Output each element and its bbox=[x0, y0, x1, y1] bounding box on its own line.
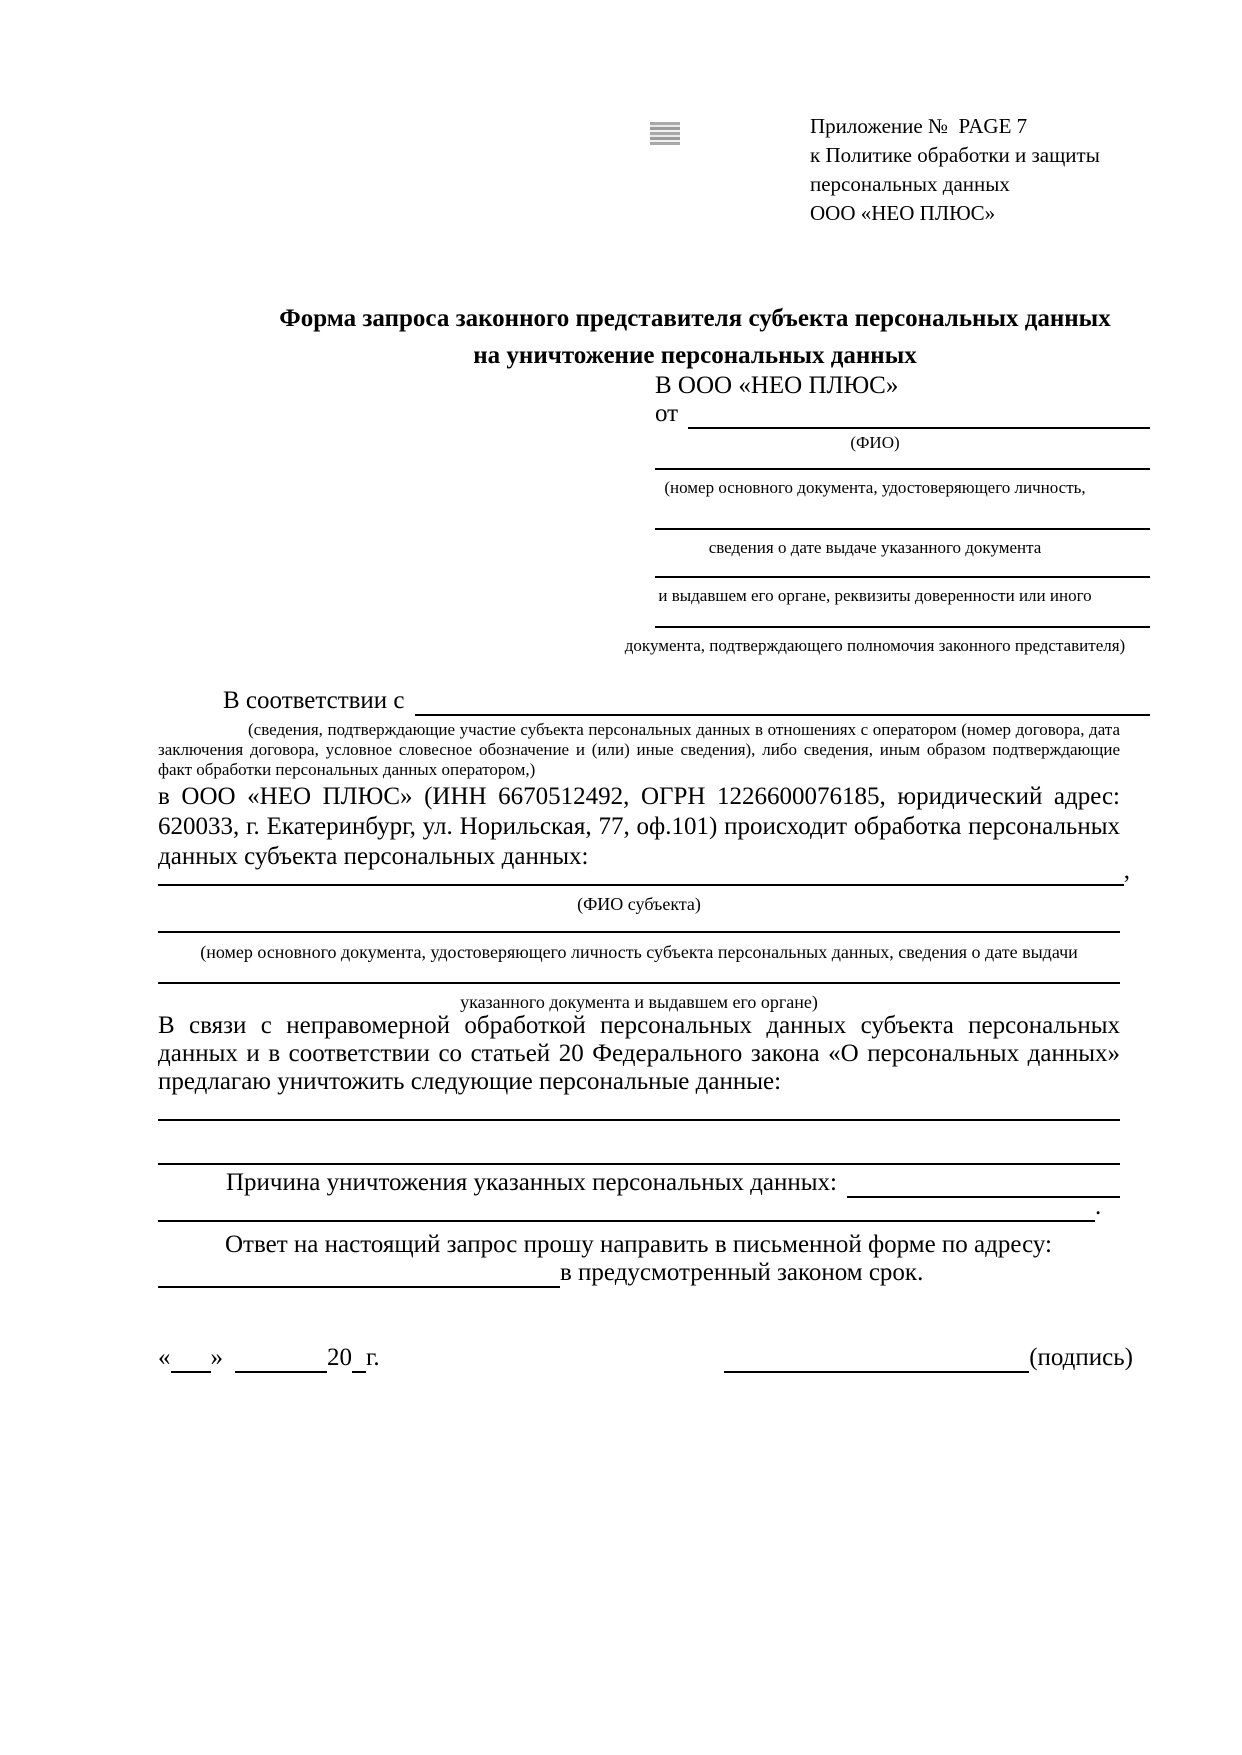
date-month-blank bbox=[235, 1371, 327, 1373]
accordance-label: В соответствии с bbox=[223, 687, 405, 714]
date-open-quote: « bbox=[158, 1344, 171, 1371]
rep-blank-line-2 bbox=[655, 528, 1150, 530]
response-address-row bbox=[158, 1258, 1120, 1288]
from-row bbox=[655, 399, 1150, 429]
subject-caption-3: указанного документа и выдавшем его органе) bbox=[460, 992, 818, 1012]
subject-caption-2: (номер основного документа, удостоверяющего личность субъекта персональных данных, сведения о дате выдачи bbox=[200, 942, 1078, 962]
reason-blank-line-2 bbox=[158, 1220, 1095, 1222]
header-line: ООО «НЕО ПЛЮС» bbox=[810, 201, 996, 225]
subject-fio-comma: , bbox=[1123, 857, 1130, 884]
reason-period: . bbox=[1095, 1193, 1102, 1220]
subject-fio-row bbox=[158, 856, 1130, 886]
fio-caption: (ФИО) bbox=[850, 433, 900, 452]
rep-caption-4: документа, подтверждающего полномочия законного представителя) bbox=[624, 636, 1126, 655]
addressee-line: В ООО «НЕО ПЛЮС» bbox=[655, 372, 899, 399]
subject-fio-blank-line bbox=[158, 884, 1124, 886]
header-line: к Политике обработки и защиты bbox=[810, 143, 1100, 167]
signature-blank-line bbox=[724, 1371, 1029, 1373]
accordance-blank-line bbox=[415, 714, 1150, 716]
destroy-paragraph: В связи с неправомерной обработкой персональных данных субъекта персональных данных и в соответствии со статьей 20 Федерального закона «О персональных данных» предлагаю уничтожить следующие персональные данные: bbox=[158, 1012, 1120, 1095]
reason-continuation-row bbox=[158, 1192, 1120, 1222]
from-blank-line bbox=[688, 427, 1150, 429]
subject-fio-caption: (ФИО субъекта) bbox=[577, 894, 701, 914]
rep-blank-line-4 bbox=[655, 626, 1150, 628]
subject-blank-line-2 bbox=[158, 931, 1120, 933]
date-year-suffix: г. bbox=[366, 1344, 380, 1371]
destroy-blank-line-1 bbox=[158, 1119, 1120, 1121]
header-line: Приложение № PAGE 7 bbox=[810, 114, 1028, 138]
reason-label: Причина уничтожения указанных персональных данных: bbox=[226, 1169, 837, 1196]
accordance-row bbox=[155, 686, 1150, 716]
rep-caption-3: и выдавшем его органе, реквизиты доверенности или иного bbox=[658, 586, 1092, 605]
date-close-quote: » bbox=[210, 1344, 223, 1371]
rep-caption-2: сведения о дате выдаче указанного документа bbox=[708, 538, 1042, 557]
date-year-prefix: 20 bbox=[327, 1344, 352, 1371]
signature-row bbox=[158, 1343, 1133, 1373]
destroy-blank-line-2 bbox=[158, 1163, 1120, 1165]
form-title bbox=[155, 300, 1235, 374]
header-block bbox=[810, 112, 1100, 228]
response-address-blank-line bbox=[158, 1286, 560, 1288]
blurred-text-artifact-icon bbox=[650, 122, 680, 145]
subject-blank-line-3 bbox=[158, 982, 1120, 984]
from-label: от bbox=[655, 400, 679, 427]
operator-paragraph: в ООО «НЕО ПЛЮС» (ИНН 6670512492, ОГРН 1226600076185, юридический адрес: 620033, г. Екатеринбург, ул. Норильская, 77, оф.101) происходит обработка персональных данных субъекта персональных данных: bbox=[158, 783, 1120, 870]
rep-blank-line-3 bbox=[655, 576, 1150, 578]
header-line: персональных данных bbox=[810, 172, 1010, 196]
accordance-note: (сведения, подтверждающие участие субъекта персональных данных в отношениях с оператором (номер договора, дата заключения договора, условное словесное обозначение и (или) иные сведения), либо сведения, иным образом подтверждающие факт обработки персональных данных оператором,) bbox=[158, 720, 1120, 779]
date-day-blank bbox=[171, 1371, 211, 1373]
form-title-line2: на уничтожение персональных данных bbox=[473, 342, 917, 369]
signature-caption: (подпись) bbox=[1029, 1344, 1133, 1371]
rep-caption-1: (номер основного документа, удостоверяющего личность, bbox=[664, 478, 1086, 497]
date-year-blank bbox=[352, 1371, 366, 1373]
rep-blank-line-1 bbox=[655, 468, 1150, 470]
response-line: Ответ на настоящий запрос прошу направить в письменной форме по адресу: bbox=[225, 1231, 1052, 1258]
response-suffix: в предусмотренный законом срок. bbox=[560, 1259, 924, 1286]
form-title-line1: Форма запроса законного представителя субъекта персональных данных bbox=[279, 305, 1111, 332]
